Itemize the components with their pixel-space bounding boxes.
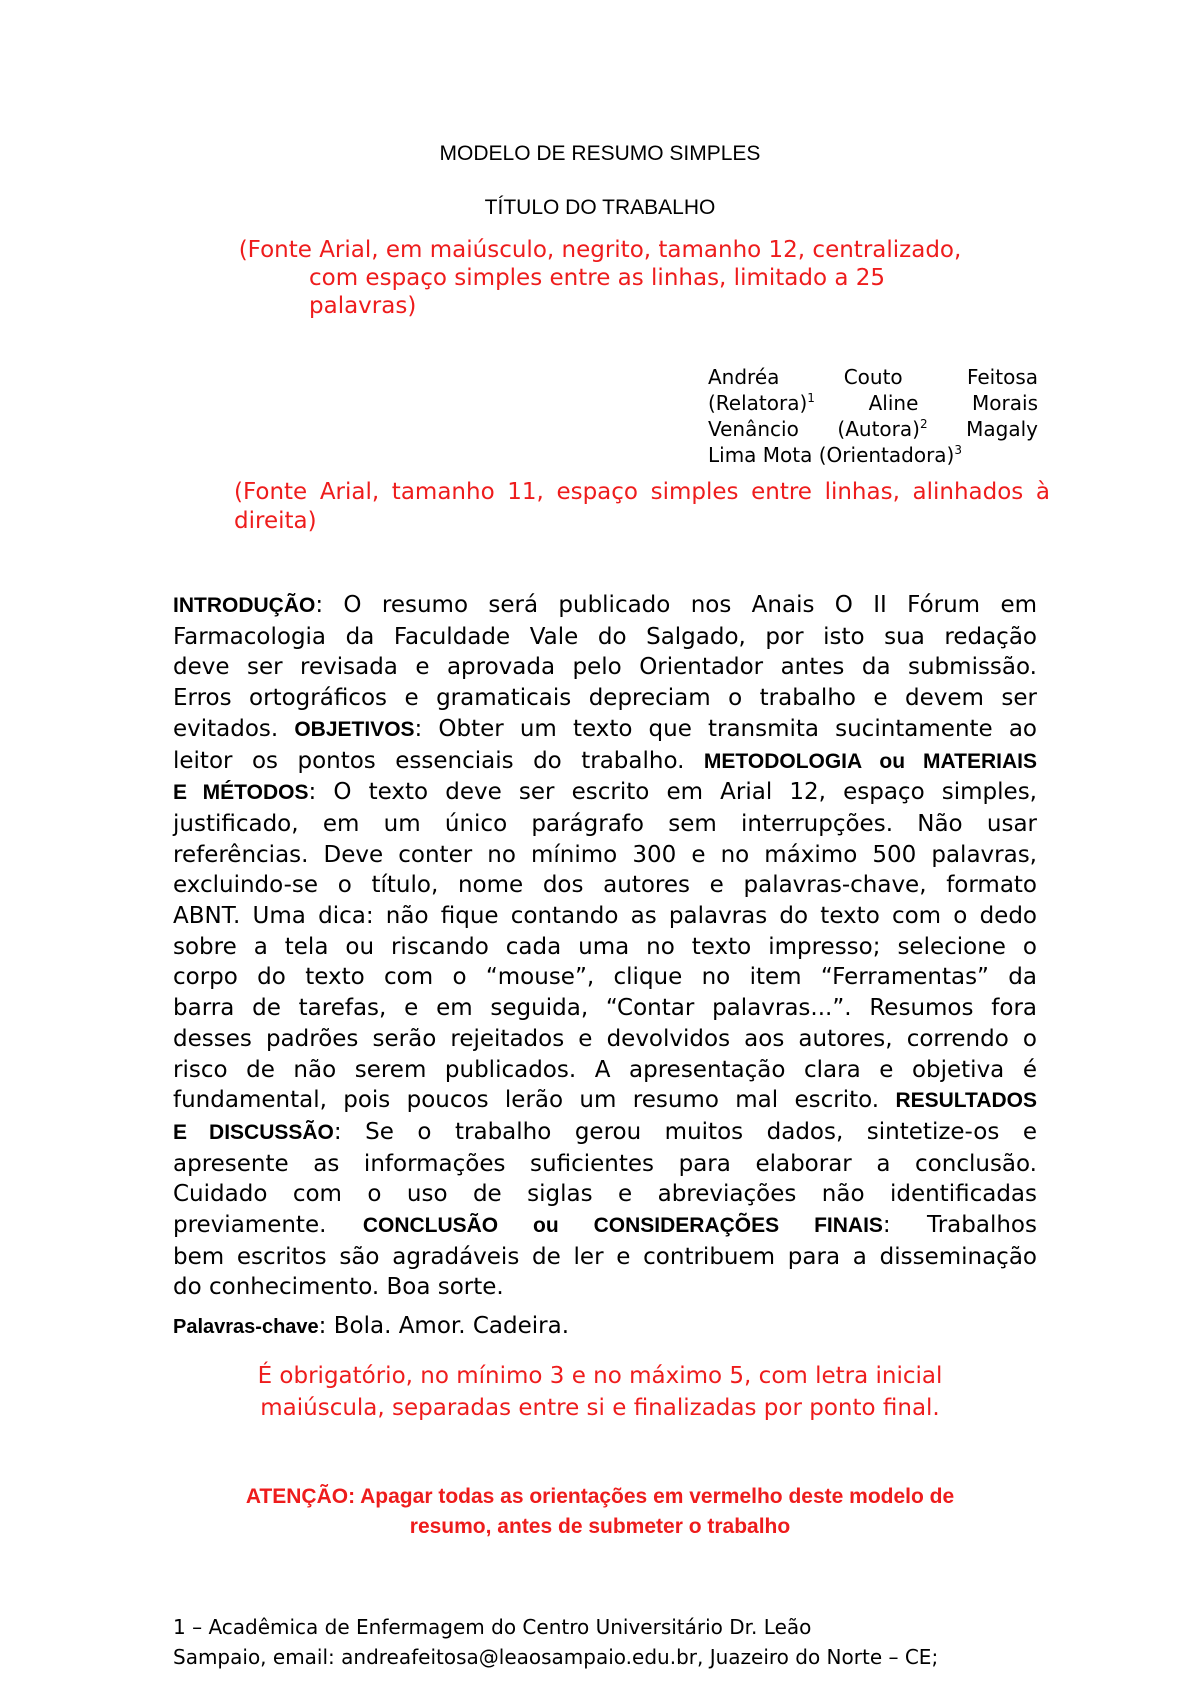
abstract-line: bem escritos são agradáveis de ler e contribuem para a disseminação — [173, 1243, 1037, 1270]
abstract-line: deve ser revisada e aprovada pelo Orientador antes da submissão. — [173, 654, 1037, 681]
author-word: (Relatora)$^1$ — [708, 391, 815, 415]
footnote-line-2: Sampaio, email: andreafeitosa@leaosampaio.edu.br, Juazeiro do Norte – CE; — [173, 1645, 939, 1669]
abstract-line: apresente as informações suficientes para elaborar a conclusão. — [173, 1150, 1037, 1177]
footnote — [173, 1612, 1043, 1672]
abstract-line: justificado, em um único parágrafo sem interrupções. Não usar — [173, 810, 1037, 837]
abstract-line: referências. Deve conter no mínimo 300 e no máximo 500 palavras, — [173, 841, 1037, 868]
abstract-line: Erros ortográficos e gramaticais depreciam o trabalho e devem ser — [173, 685, 1037, 712]
document-heading: MODELO DE RESUMO SIMPLES — [439, 142, 761, 165]
abstract-line: leitor os pontos essenciais do trabalho. METODOLOGIA ou MATERIAIS — [173, 747, 1037, 774]
abstract-line: do conhecimento. Boa sorte. — [173, 1274, 504, 1301]
keywords-label: Palavras-chave — [173, 1316, 319, 1338]
attention-note — [0, 1482, 1200, 1542]
work-title: TÍTULO DO TRABALHO — [484, 196, 716, 219]
authors-row-2 — [708, 390, 1038, 416]
keywords-formatting-note — [0, 1360, 1200, 1424]
section-label: INTRODUÇÃO — [173, 594, 316, 617]
author-word: Venâncio — [708, 417, 799, 441]
authors-row-4 — [708, 442, 1038, 468]
attention-line-2: resumo, antes de submeter o trabalho — [409, 1515, 791, 1538]
abstract-line: ABNT. Uma dica: não fique contando as palavras do texto com o dedo — [173, 903, 1037, 930]
authors-row-3 — [708, 416, 1038, 442]
abstract-line: fundamental, pois poucos lerão um resumo mal escrito. RESULTADOS — [173, 1087, 1037, 1114]
abstract-line: corpo do texto com o “mouse”, clique no item “Ferramentas” da — [173, 964, 1037, 991]
author-word: Morais — [972, 391, 1038, 415]
keywords-value: : Bola. Amor. Cadeira. — [318, 1313, 570, 1339]
author-word: Magaly — [966, 417, 1038, 441]
section-label: METODOLOGIA ou MATERIAIS — [703, 749, 1037, 773]
section-label: OBJETIVOS — [294, 717, 415, 741]
author-word: Feitosa — [966, 365, 1038, 389]
keywords-line — [173, 1313, 569, 1339]
title-note-line-3: palavras) — [309, 293, 417, 319]
abstract-line: desses padrões serão rejeitados e devolvidos aos autores, correndo o — [173, 1025, 1037, 1052]
section-label: E DISCUSSÃO — [173, 1120, 334, 1144]
keywords-note-line-2: maiúscula, separadas entre si e finalizadas por ponto final. — [260, 1395, 940, 1421]
abstract-line: sobre a tela ou riscando cada uma no texto impresso; selecione o — [173, 933, 1037, 960]
footnote-marker: 2 — [919, 417, 928, 431]
abstract-line: previamente. CONCLUSÃO ou CONSIDERAÇÕES FINAIS: Trabalhos — [173, 1212, 1037, 1239]
abstract-line: evitados. OBJETIVOS: Obter um texto que transmita sucintamente ao — [173, 715, 1037, 742]
author-word: Couto — [843, 365, 903, 389]
title-note-line-1: (Fonte Arial, em maiúsculo, negrito, tamanho 12, centralizado, — [238, 237, 962, 263]
footnote-marker: 1 — [807, 391, 815, 405]
abstract-line: E DISCUSSÃO: Se o trabalho gerou muitos dados, sintetize-os e — [173, 1118, 1037, 1145]
abstract-line: Farmacologia da Faculdade Vale do Salgado, por isto sua redação — [173, 623, 1037, 650]
footnote-marker: 3 — [954, 443, 962, 457]
keywords-note-line-1: É obrigatório, no mínimo 3 e no máximo 5, com letra inicial — [257, 1363, 943, 1389]
authors-formatting-note: (Fonte Arial, tamanho 11, espaço simples entre linhas, alinhados à direita) — [234, 479, 1050, 534]
author-word: Aline — [868, 391, 919, 415]
abstract-body — [173, 590, 1037, 1303]
abstract-line: risco de não serem publicados. A apresentação clara e objetiva é — [173, 1056, 1037, 1083]
section-label: RESULTADOS — [895, 1089, 1037, 1113]
attention-line-1: ATENÇÃO: Apagar todas as orientações em vermelho deste modelo de — [245, 1485, 955, 1508]
title-note-line-2: com espaço simples entre as linhas, limitado a 25 — [309, 265, 886, 291]
section-label: E MÉTODOS — [173, 781, 309, 805]
author-word: (Autora)$^2$ — [837, 417, 928, 441]
section-label: CONCLUSÃO ou CONSIDERAÇÕES FINAIS — [362, 1214, 883, 1238]
title-formatting-note — [205, 236, 995, 320]
abstract-line: excluindo-se o título, nome dos autores e palavras-chave, formato — [173, 872, 1037, 899]
footnote-line-1: 1 – Acadêmica de Enfermagem do Centro Universitário Dr. Leão — [173, 1615, 812, 1639]
author-word: Andréa — [708, 365, 780, 389]
abstract-line: INTRODUÇÃO: O resumo será publicado nos Anais O II Fórum em — [173, 592, 1037, 618]
authors-row-1 — [708, 364, 1038, 390]
authors-block — [708, 364, 1038, 468]
abstract-line: E MÉTODOS: O texto deve ser escrito em Arial 12, espaço simples, — [173, 779, 1037, 806]
abstract-line: barra de tarefas, e em seguida, “Contar palavras...”. Resumos fora — [173, 995, 1037, 1022]
abstract-line: Cuidado com o uso de siglas e abreviações não identificadas — [173, 1181, 1037, 1208]
author-word: Lima Mota (Orientadora)$^3$ — [708, 443, 962, 467]
